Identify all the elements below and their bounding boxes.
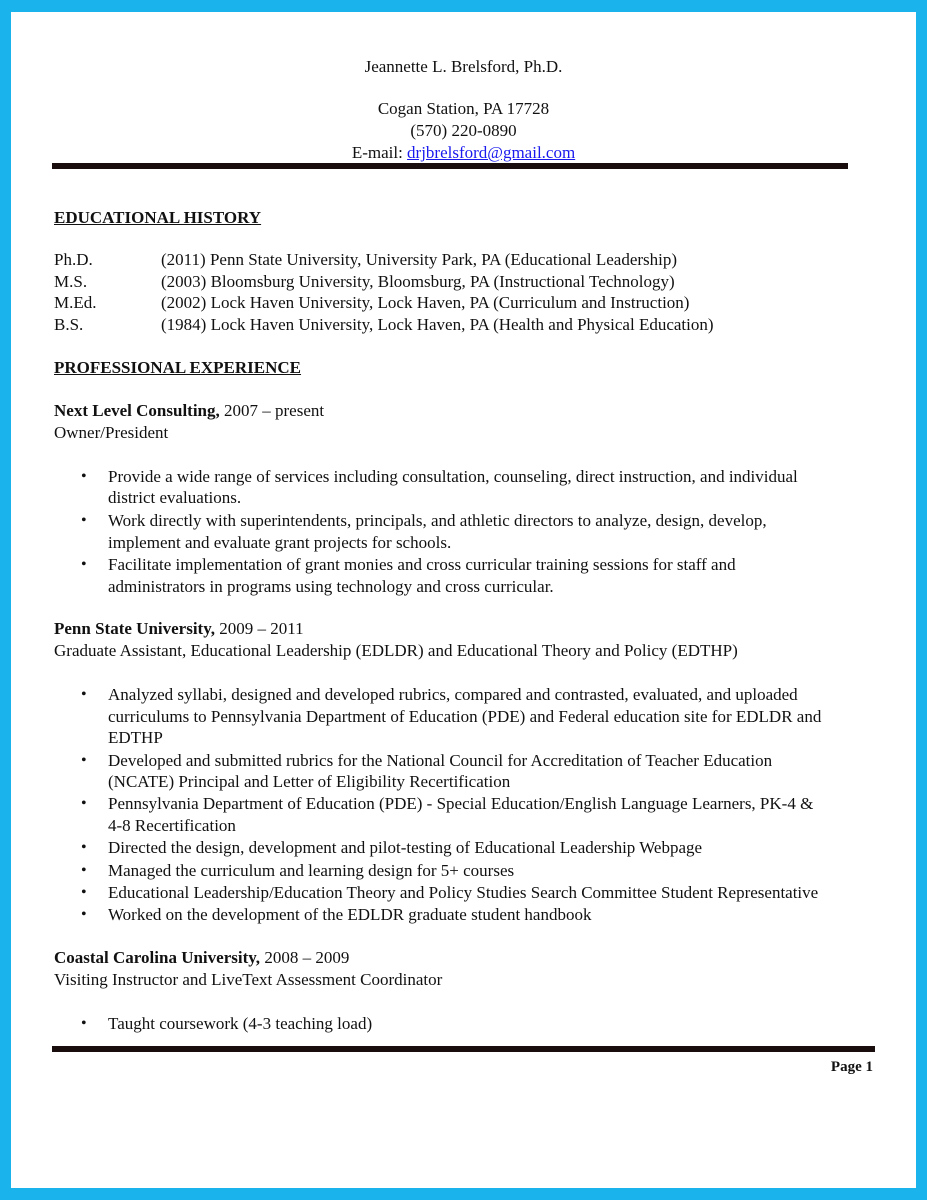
header-rule bbox=[52, 163, 848, 169]
bullet-icon: • bbox=[81, 512, 87, 529]
degree: M.Ed. bbox=[54, 293, 97, 312]
bullet-icon: • bbox=[81, 862, 87, 879]
job-dates: 2008 – 2009 bbox=[260, 948, 350, 967]
bullet-text: Facilitate implementation of grant monies and cross curricular training sessions for staff and bbox=[108, 555, 736, 574]
bullet-text: EDTHP bbox=[108, 728, 163, 747]
address: Cogan Station, PA 17728 bbox=[377, 99, 550, 118]
bullet-text: Pennsylvania Department of Education (PDE) - Special Education/English Language Learners, PK-4 & bbox=[108, 794, 814, 813]
degree: Ph.D. bbox=[54, 250, 93, 269]
job-organization: Next Level Consulting, bbox=[54, 401, 220, 420]
bullet-icon: • bbox=[81, 795, 87, 812]
job-organization: Coastal Carolina University, bbox=[54, 948, 261, 967]
bullet-text: Taught coursework (4-3 teaching load) bbox=[108, 1014, 373, 1033]
job-organization: Penn State University, bbox=[54, 619, 216, 638]
bullet-icon: • bbox=[81, 686, 87, 703]
job-title-line bbox=[54, 947, 349, 969]
bullet-icon: • bbox=[81, 1015, 87, 1032]
bullet-text: 4-8 Recertification bbox=[108, 816, 236, 835]
degree-description: (2011) Penn State University, University Park, PA (Educational Leadership) bbox=[161, 250, 678, 269]
degree-description: (1984) Lock Haven University, Lock Haven, PA (Health and Physical Education) bbox=[161, 315, 714, 334]
bullet-icon: • bbox=[81, 752, 87, 769]
email-label: E-mail: bbox=[351, 143, 408, 162]
bullet-text: implement and evaluate grant projects for schools. bbox=[108, 533, 452, 552]
bullet-text: administrators in programs using technology and cross curricular. bbox=[108, 577, 554, 596]
degree: M.S. bbox=[54, 272, 88, 291]
candidate-name: Jeannette L. Brelsford, Ph.D. bbox=[364, 57, 563, 76]
bullet-text: Provide a wide range of services including consultation, counseling, direct instruction, and individual bbox=[108, 467, 798, 486]
degree-description: (2003) Bloomsburg University, Bloomsburg, PA (Instructional Technology) bbox=[161, 272, 675, 291]
job-role: Graduate Assistant, Educational Leadership (EDLDR) and Educational Theory and Policy (EDTHP) bbox=[54, 641, 738, 660]
bullet-text: Directed the design, development and pilot-testing of Educational Leadership Webpage bbox=[108, 838, 703, 857]
bullet-icon: • bbox=[81, 468, 87, 485]
bullet-text: (NCATE) Principal and Letter of Eligibility Recertification bbox=[108, 772, 511, 791]
education-heading: EDUCATIONAL HISTORY bbox=[54, 208, 262, 227]
bullet-text: curriculums to Pennsylvania Department of Education (PDE) and Federal education site for EDLDR and bbox=[108, 707, 822, 726]
job-dates: 2009 – 2011 bbox=[215, 619, 304, 638]
bullet-text: Educational Leadership/Education Theory and Policy Studies Search Committee Student Representative bbox=[108, 883, 819, 902]
bullet-icon: • bbox=[81, 556, 87, 573]
bullet-icon: • bbox=[81, 906, 87, 923]
bullet-icon: • bbox=[81, 839, 87, 856]
job-title-line bbox=[54, 400, 324, 422]
job-role: Visiting Instructor and LiveText Assessment Coordinator bbox=[54, 970, 443, 989]
page-frame bbox=[11, 12, 916, 1188]
footer-rule bbox=[52, 1046, 875, 1052]
page-number: Page 1 bbox=[830, 1059, 873, 1075]
job-title-line bbox=[54, 618, 304, 640]
experience-heading: PROFESSIONAL EXPERIENCE bbox=[54, 358, 302, 377]
job-dates: 2007 – present bbox=[219, 401, 325, 420]
bullet-text: Analyzed syllabi, designed and developed rubrics, compared and contrasted, evaluated, and uploaded bbox=[108, 685, 798, 704]
degree: B.S. bbox=[54, 315, 84, 334]
bullet-text: Developed and submitted rubrics for the National Council for Accreditation of Teacher Education bbox=[108, 751, 773, 770]
job-role: Owner/President bbox=[54, 423, 169, 442]
bullet-text: Worked on the development of the EDLDR graduate student handbook bbox=[108, 905, 592, 924]
phone: (570) 220-0890 bbox=[410, 121, 517, 140]
degree-description: (2002) Lock Haven University, Lock Haven, PA (Curriculum and Instruction) bbox=[161, 293, 690, 312]
bullet-icon: • bbox=[81, 884, 87, 901]
resume-page bbox=[11, 12, 916, 1188]
bullet-text: Managed the curriculum and learning design for 5+ courses bbox=[108, 861, 515, 880]
bullet-text: Work directly with superintendents, principals, and athletic directors to analyze, design, develop, bbox=[108, 511, 767, 530]
bullet-text: district evaluations. bbox=[108, 488, 242, 507]
email-link[interactable]: drjbrelsford@gmail.com bbox=[407, 143, 576, 162]
email-line bbox=[11, 142, 916, 164]
